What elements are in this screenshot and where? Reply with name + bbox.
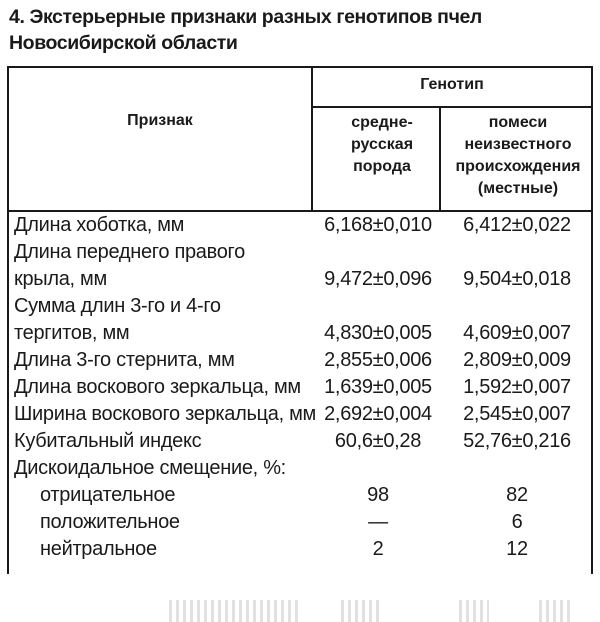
table-row xyxy=(14,212,590,239)
value-local-hybrids: 6,412±0,022 xyxy=(463,214,571,236)
row-label-line: отрицательное xyxy=(40,484,176,506)
table-row xyxy=(14,401,590,428)
value-local-hybrids: 2,545±0,007 xyxy=(463,403,571,425)
value-local-hybrids: 12 xyxy=(506,538,528,560)
value-local-hybrids: 52,76±0,216 xyxy=(463,430,571,452)
row-label xyxy=(14,374,320,401)
value-local-hybrids: 4,609±0,007 xyxy=(463,322,571,344)
title-line-1: 4. Экстерьерные признаки разных генотипов пчел xyxy=(9,6,482,28)
value-central-russian: 6,168±0,010 xyxy=(324,214,432,236)
genotype-header-underline xyxy=(311,106,591,108)
table-body xyxy=(14,212,590,563)
row-label xyxy=(14,482,346,509)
value-central-russian: 98 xyxy=(367,484,389,506)
value-central-russian: 4,830±0,005 xyxy=(324,322,432,344)
header-col2-line: происхождения xyxy=(455,158,581,175)
title-line-2: Новосибирской области xyxy=(9,32,238,54)
header-col2-line: неизвестного xyxy=(464,136,572,153)
row-label-line: Кубитальный индекс xyxy=(14,430,202,452)
header-col1-line: порода xyxy=(353,158,411,175)
row-label-line: Длина хоботка, мм xyxy=(14,214,185,236)
row-label-line: Сумма длин 3-го и 4-го xyxy=(14,295,221,317)
row-label-line: Длина переднего правого xyxy=(14,241,245,263)
row-label xyxy=(14,455,320,482)
table-row xyxy=(14,536,590,563)
header-col1-line: русская xyxy=(350,136,414,153)
header-col2-line: (местные) xyxy=(477,180,559,197)
value-central-russian: 9,472±0,096 xyxy=(324,268,432,290)
row-label xyxy=(14,509,346,536)
table-row xyxy=(14,293,590,347)
table-row xyxy=(14,509,590,536)
table-title xyxy=(9,4,594,56)
header-col2-line: помеси xyxy=(488,114,548,131)
header-genotype: Генотип xyxy=(420,76,484,93)
value-central-russian: 1,639±0,005 xyxy=(324,376,432,398)
value-local-hybrids: 2,809±0,009 xyxy=(463,349,571,371)
row-label-line: крыла, мм xyxy=(14,268,107,290)
scan-smudge xyxy=(341,600,381,622)
header-feature: Признак xyxy=(127,112,193,129)
row-label-line: Длина воскового зеркальца, мм xyxy=(14,376,301,398)
scan-smudge xyxy=(169,600,299,622)
row-label xyxy=(14,212,320,239)
table-row xyxy=(14,482,590,509)
scan-smudge xyxy=(459,600,489,622)
value-local-hybrids: 1,592±0,007 xyxy=(463,376,571,398)
row-label-line: Длина 3-го стернита, мм xyxy=(14,349,235,371)
scan-smudge xyxy=(539,600,573,622)
row-label xyxy=(14,239,320,293)
table-row xyxy=(14,347,590,374)
value-central-russian: 2 xyxy=(372,538,384,560)
value-central-russian: 2,692±0,004 xyxy=(324,403,432,425)
row-label xyxy=(14,347,320,374)
header-local-hybrids xyxy=(445,112,591,200)
table-row xyxy=(14,428,590,455)
value-central-russian: — xyxy=(368,511,388,533)
header-central-russian-breed xyxy=(321,112,443,178)
row-label xyxy=(14,536,346,563)
row-label-line: положительное xyxy=(40,511,180,533)
header-col1-line: средне- xyxy=(351,114,413,131)
value-local-hybrids: 82 xyxy=(506,484,528,506)
row-label-line: тергитов, мм xyxy=(14,322,130,344)
value-central-russian: 2,855±0,006 xyxy=(324,349,432,371)
value-local-hybrids: 6 xyxy=(511,511,523,533)
table-row xyxy=(14,239,590,293)
row-label-line: нейтральное xyxy=(40,538,157,560)
value-local-hybrids: 9,504±0,018 xyxy=(463,268,571,290)
row-label xyxy=(14,401,320,428)
traits-table xyxy=(7,66,593,574)
row-label xyxy=(14,293,320,347)
row-label-line: Дискоидальное смещение, %: xyxy=(14,457,286,479)
value-central-russian: 60,6±0,28 xyxy=(334,430,422,452)
table-row xyxy=(14,455,590,482)
row-label xyxy=(14,428,320,455)
row-label-line: Ширина воскового зеркальца, мм xyxy=(14,403,316,425)
table-row xyxy=(14,374,590,401)
